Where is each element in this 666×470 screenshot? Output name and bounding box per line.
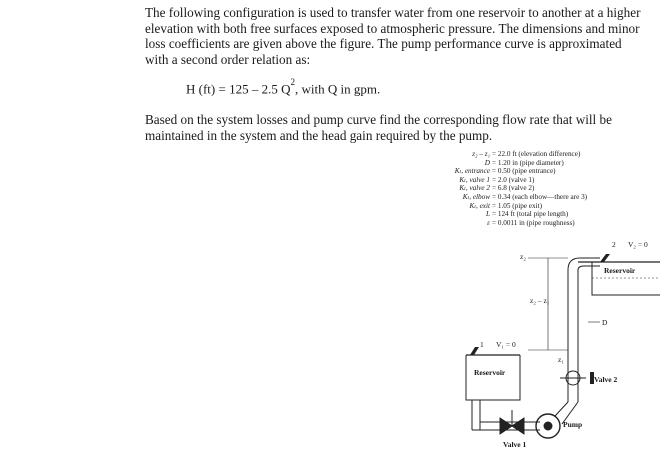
given-row: Kₗ, elbow = 0.34 (each elbow—there are 3) — [462, 192, 588, 201]
point-2-marker: 2 — [612, 240, 616, 249]
equation-rhs: , with Q in gpm. — [294, 81, 381, 97]
valve-1-label: Valve 1 — [503, 440, 527, 449]
z1-label: z₁ — [558, 355, 564, 364]
given-row: z₂ – z₁ = 22.0 ft (elevation difference) — [472, 150, 581, 158]
problem-question: Based on the system losses and pump curve find the corresponding flow rate that will be maintained in the system and the head gain required by the pump. — [145, 112, 612, 143]
given-row: Kₗ, valve 2 = 6.8 (valve 2) — [459, 184, 535, 193]
valve-2-label: Valve 2 — [594, 375, 618, 384]
given-row: Kₗ, valve 1 = 2.0 (valve 1) — [459, 175, 535, 184]
z2-label: z₂ — [520, 252, 526, 261]
discharge-pipe — [568, 258, 600, 372]
given-row: D = 1.20 in (pipe diameter) — [484, 158, 564, 167]
given-row: Kₗ, entrance = 0.50 (pipe entrance) — [454, 167, 556, 176]
given-row: L = 124 ft (total pipe length) — [486, 210, 569, 219]
d-label: D — [602, 318, 608, 327]
equation-lhs: H (ft) = 125 – 2.5 Q — [186, 81, 291, 97]
pipe-to-valve2 — [568, 372, 578, 402]
v1-label: V₁ = 0 — [496, 340, 516, 349]
point-1-marker: 1 — [480, 340, 484, 349]
lower-reservoir-label: Reservoir — [474, 368, 506, 377]
given-row: Kₗ, exit = 1.05 (pipe exit) — [469, 201, 542, 210]
valve-2-icon — [560, 371, 594, 385]
z2-minus-z1-label: z₂ – z₁ — [530, 296, 550, 305]
given-row: ε = 0.0011 in (pipe roughness) — [487, 218, 575, 227]
v2-label: V₂ = 0 — [628, 240, 648, 249]
equation-exponent: 2 — [290, 77, 295, 87]
problem-intro: The following configuration is used to transfer water from one reservoir to another at a higher elevation with both free surfaces exposed to atmospheric pressure. The dimensions and minor loss coefficients are given above the figure. The pump performance curve is approximated with a second order relation as: — [145, 5, 641, 67]
pump-label: Pump — [563, 420, 583, 429]
upper-reservoir-label: Reservoir — [604, 266, 636, 275]
